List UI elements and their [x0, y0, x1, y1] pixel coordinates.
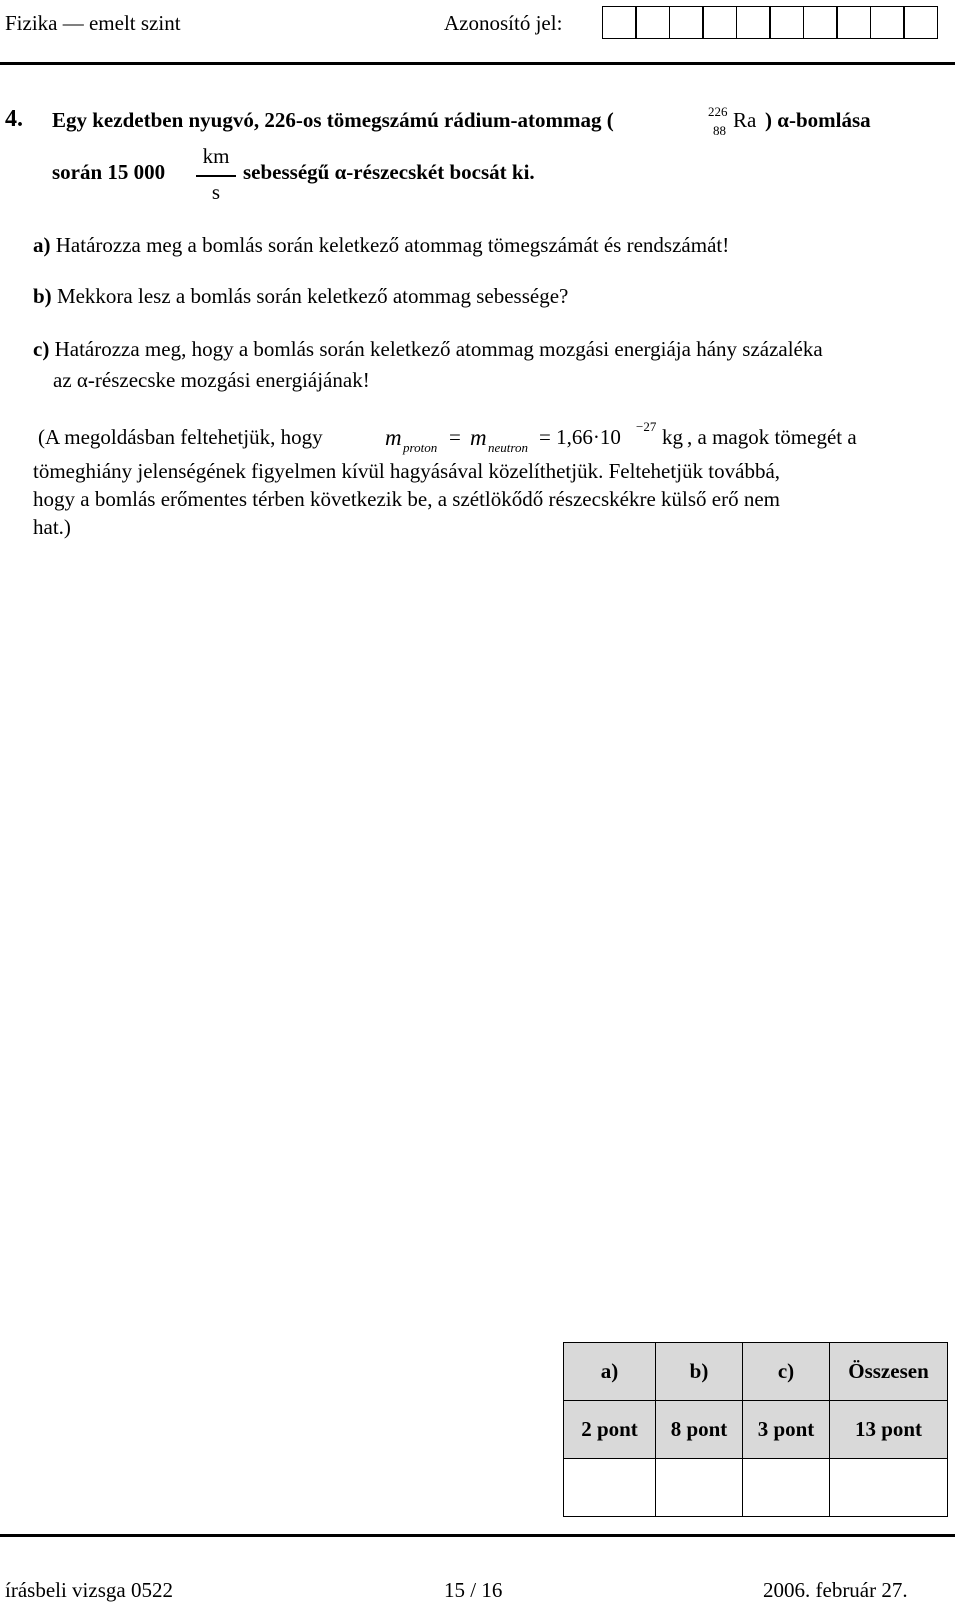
part-c-label: c): [33, 337, 50, 361]
id-box[interactable]: [836, 6, 871, 39]
score-points-total: 13 pont: [830, 1401, 948, 1459]
footer-rule: [0, 1534, 955, 1537]
part-b-label: b): [33, 284, 52, 308]
question-line-2-suffix: sebességű α-részecskét bocsát ki.: [243, 160, 535, 184]
score-points-row: [564, 1401, 948, 1459]
note-prefix: (A megoldásban feltehetjük, hogy: [38, 425, 323, 449]
score-entry-c[interactable]: [743, 1459, 830, 1517]
part-a-label: a): [33, 233, 51, 257]
note-line-4: hat.): [33, 515, 71, 539]
m-proton-symbol: m: [385, 425, 402, 450]
note-line-3: hogy a bomlás erőmentes térben következik be, a szétlökődő részecskékre külső erő nem: [33, 487, 780, 511]
score-points-b: 8 pont: [656, 1401, 743, 1459]
ra-mass-number: 226: [708, 104, 728, 119]
footer-page-number: 15 / 16: [444, 1578, 503, 1602]
score-header-row: [564, 1343, 948, 1401]
m-neutron-symbol: m: [470, 425, 487, 450]
proton-subscript: proton: [403, 440, 438, 455]
score-entry-b[interactable]: [656, 1459, 743, 1517]
score-header-a: a): [564, 1343, 656, 1401]
score-header-b: b): [656, 1343, 743, 1401]
id-box[interactable]: [702, 6, 737, 39]
score-points-c: 3 pont: [743, 1401, 830, 1459]
fraction-bar: [196, 175, 236, 177]
score-points-a: 2 pont: [564, 1401, 656, 1459]
ra-symbol: Ra: [733, 108, 757, 132]
part-b: [33, 284, 568, 309]
equals-sign: =: [449, 425, 461, 449]
id-box[interactable]: [736, 6, 771, 39]
part-c: [33, 337, 823, 362]
header-id-label: Azonosító jel:: [444, 11, 563, 35]
unit-numerator: km: [202, 144, 230, 168]
header-subject: Fizika — emelt szint: [5, 11, 181, 35]
note-line-2: tömeghiány jelenségének figyelmen kívül hagyásával közelíthetjük. Feltehetjük továbbá,: [33, 459, 781, 483]
part-b-text: Mekkora lesz a bomlás során keletkező atommag sebessége?: [56, 284, 569, 308]
id-box[interactable]: [769, 6, 804, 39]
score-header-total: Összesen: [830, 1343, 948, 1401]
question-line-1-prefix: Egy kezdetben nyugvó, 226-os tömegszámú rádium-atommag (: [52, 108, 614, 132]
footer-date: 2006. február 27.: [763, 1578, 908, 1602]
part-a: [33, 233, 729, 258]
mass-exponent: −27: [636, 419, 657, 434]
id-box[interactable]: [903, 6, 938, 39]
header-rule: [0, 62, 955, 65]
score-entry-row: [564, 1459, 948, 1517]
score-table: [563, 1342, 948, 1517]
id-box[interactable]: [870, 6, 905, 39]
neutron-subscript: neutron: [488, 440, 528, 455]
id-box[interactable]: [669, 6, 704, 39]
part-c-text-2: az α-részecske mozgási energiájának!: [53, 368, 370, 392]
score-entry-total[interactable]: [830, 1459, 948, 1517]
velocity-unit-fraction: [196, 144, 236, 208]
part-c-text-1: Határozza meg, hogy a bomlás során keletkező atommag mozgási energiája hány százaléka: [54, 337, 823, 361]
id-code-boxes[interactable]: [603, 6, 938, 39]
question-line-1-suffix: ) α-bomlása: [765, 108, 871, 132]
question-number: 4.: [5, 106, 23, 132]
score-header-c: c): [743, 1343, 830, 1401]
unit-denominator: s: [211, 180, 221, 204]
score-entry-a[interactable]: [564, 1459, 656, 1517]
footer-exam-code: írásbeli vizsga 0522: [5, 1578, 173, 1602]
mass-unit: kg: [662, 425, 683, 449]
mass-value: = 1,66·10: [539, 425, 621, 449]
question-line-1: [52, 108, 614, 133]
id-box[interactable]: [635, 6, 670, 39]
id-box[interactable]: [803, 6, 838, 39]
note-suffix: , a magok tömegét a: [687, 425, 857, 449]
ra-atomic-number: 88: [713, 123, 726, 138]
question-line-2-prefix: során 15 000: [52, 160, 166, 184]
part-a-text: Határozza meg a bomlás során keletkező atommag tömegszámát és rendszámát!: [55, 233, 730, 257]
id-box[interactable]: [602, 6, 637, 39]
